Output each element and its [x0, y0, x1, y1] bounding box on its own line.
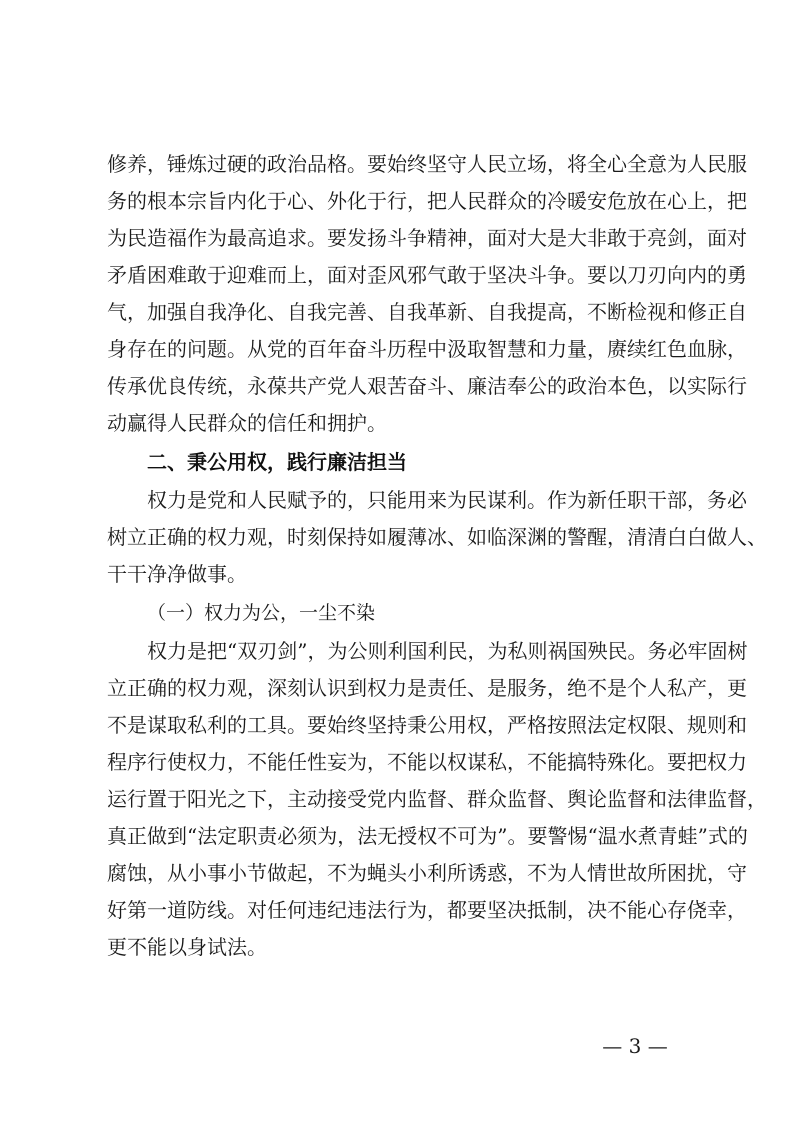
paragraph-1-line-8: 动赢得人民群众的信任和拥护。 — [107, 411, 387, 435]
paragraph-3-line-8: 好第一道防线。对任何违纪违法行为，都要坚决抵制，决不能心存侥幸， — [107, 898, 747, 922]
paragraph-2-line-1: 权力是党和人民赋予的，只能用来为民谋利。作为新任职干部，务必 — [147, 488, 747, 512]
paragraph-3-line-3: 不是谋取私利的工具。要始终坚持秉公用权，严格按照法定权限、规则和 — [107, 713, 747, 737]
paragraph-1-line-2: 务的根本宗旨内化于心、外化于行，把人民群众的冷暖安危放在心上，把 — [107, 189, 747, 213]
page-number: — 3 — — [602, 1034, 668, 1058]
paragraph-1-line-5: 气，加强自我净化、自我完善、自我革新、自我提高，不断检视和修正自 — [107, 300, 747, 324]
paragraph-2-line-2: 树立正确的权力观，时刻保持如履薄冰、如临深渊的警醒，清清白白做人、 — [107, 525, 767, 549]
paragraph-1-line-1: 修养，锤炼过硬的政治品格。要始终坚守人民立场，将全心全意为人民服 — [107, 152, 747, 176]
paragraph-3-line-5: 运行置于阳光之下，主动接受党内监督、群众监督、舆论监督和法律监督， — [107, 787, 767, 811]
paragraph-3-line-9: 更不能以身试法。 — [107, 935, 267, 959]
section-heading: 二、秉公用权，践行廉洁担当 — [147, 450, 407, 474]
subsection-heading: （一）权力为公，一尘不染 — [147, 602, 376, 624]
paragraph-1-line-3: 为民造福作为最高追求。要发扬斗争精神，面对大是大非敢于亮剑，面对 — [107, 226, 747, 250]
paragraph-3-line-6: 真正做到“法定职责必须为，法无授权不可为”。要警惕“温水煮青蛙”式的 — [107, 824, 748, 848]
paragraph-1-line-6: 身存在的问题。从党的百年奋斗历程中汲取智慧和力量，赓续红色血脉， — [107, 337, 747, 361]
paragraph-3-line-7: 腐蚀，从小事小节做起，不为蝇头小利所诱惑，不为人情世故所困扰，守 — [107, 861, 747, 885]
paragraph-3-line-2: 立正确的权力观，深刻认识到权力是责任、是服务，绝不是个人私产，更 — [107, 676, 747, 700]
paragraph-3-line-4: 程序行使权力，不能任性妄为，不能以权谋私，不能搞特殊化。要把权力 — [107, 750, 747, 774]
paragraph-1-line-4: 矛盾困难敢于迎难而上，面对歪风邪气敢于坚决斗争。要以刀刃向内的勇 — [107, 263, 747, 287]
paragraph-2-line-3: 干干净净做事。 — [107, 562, 247, 586]
paragraph-1-line-7: 传承优良传统，永葆共产党人艰苦奋斗、廉洁奉公的政治本色，以实际行 — [107, 374, 747, 398]
paragraph-3-line-1: 权力是把“双刃剑”，为公则利国利民，为私则祸国殃民。务必牢固树 — [147, 639, 748, 663]
